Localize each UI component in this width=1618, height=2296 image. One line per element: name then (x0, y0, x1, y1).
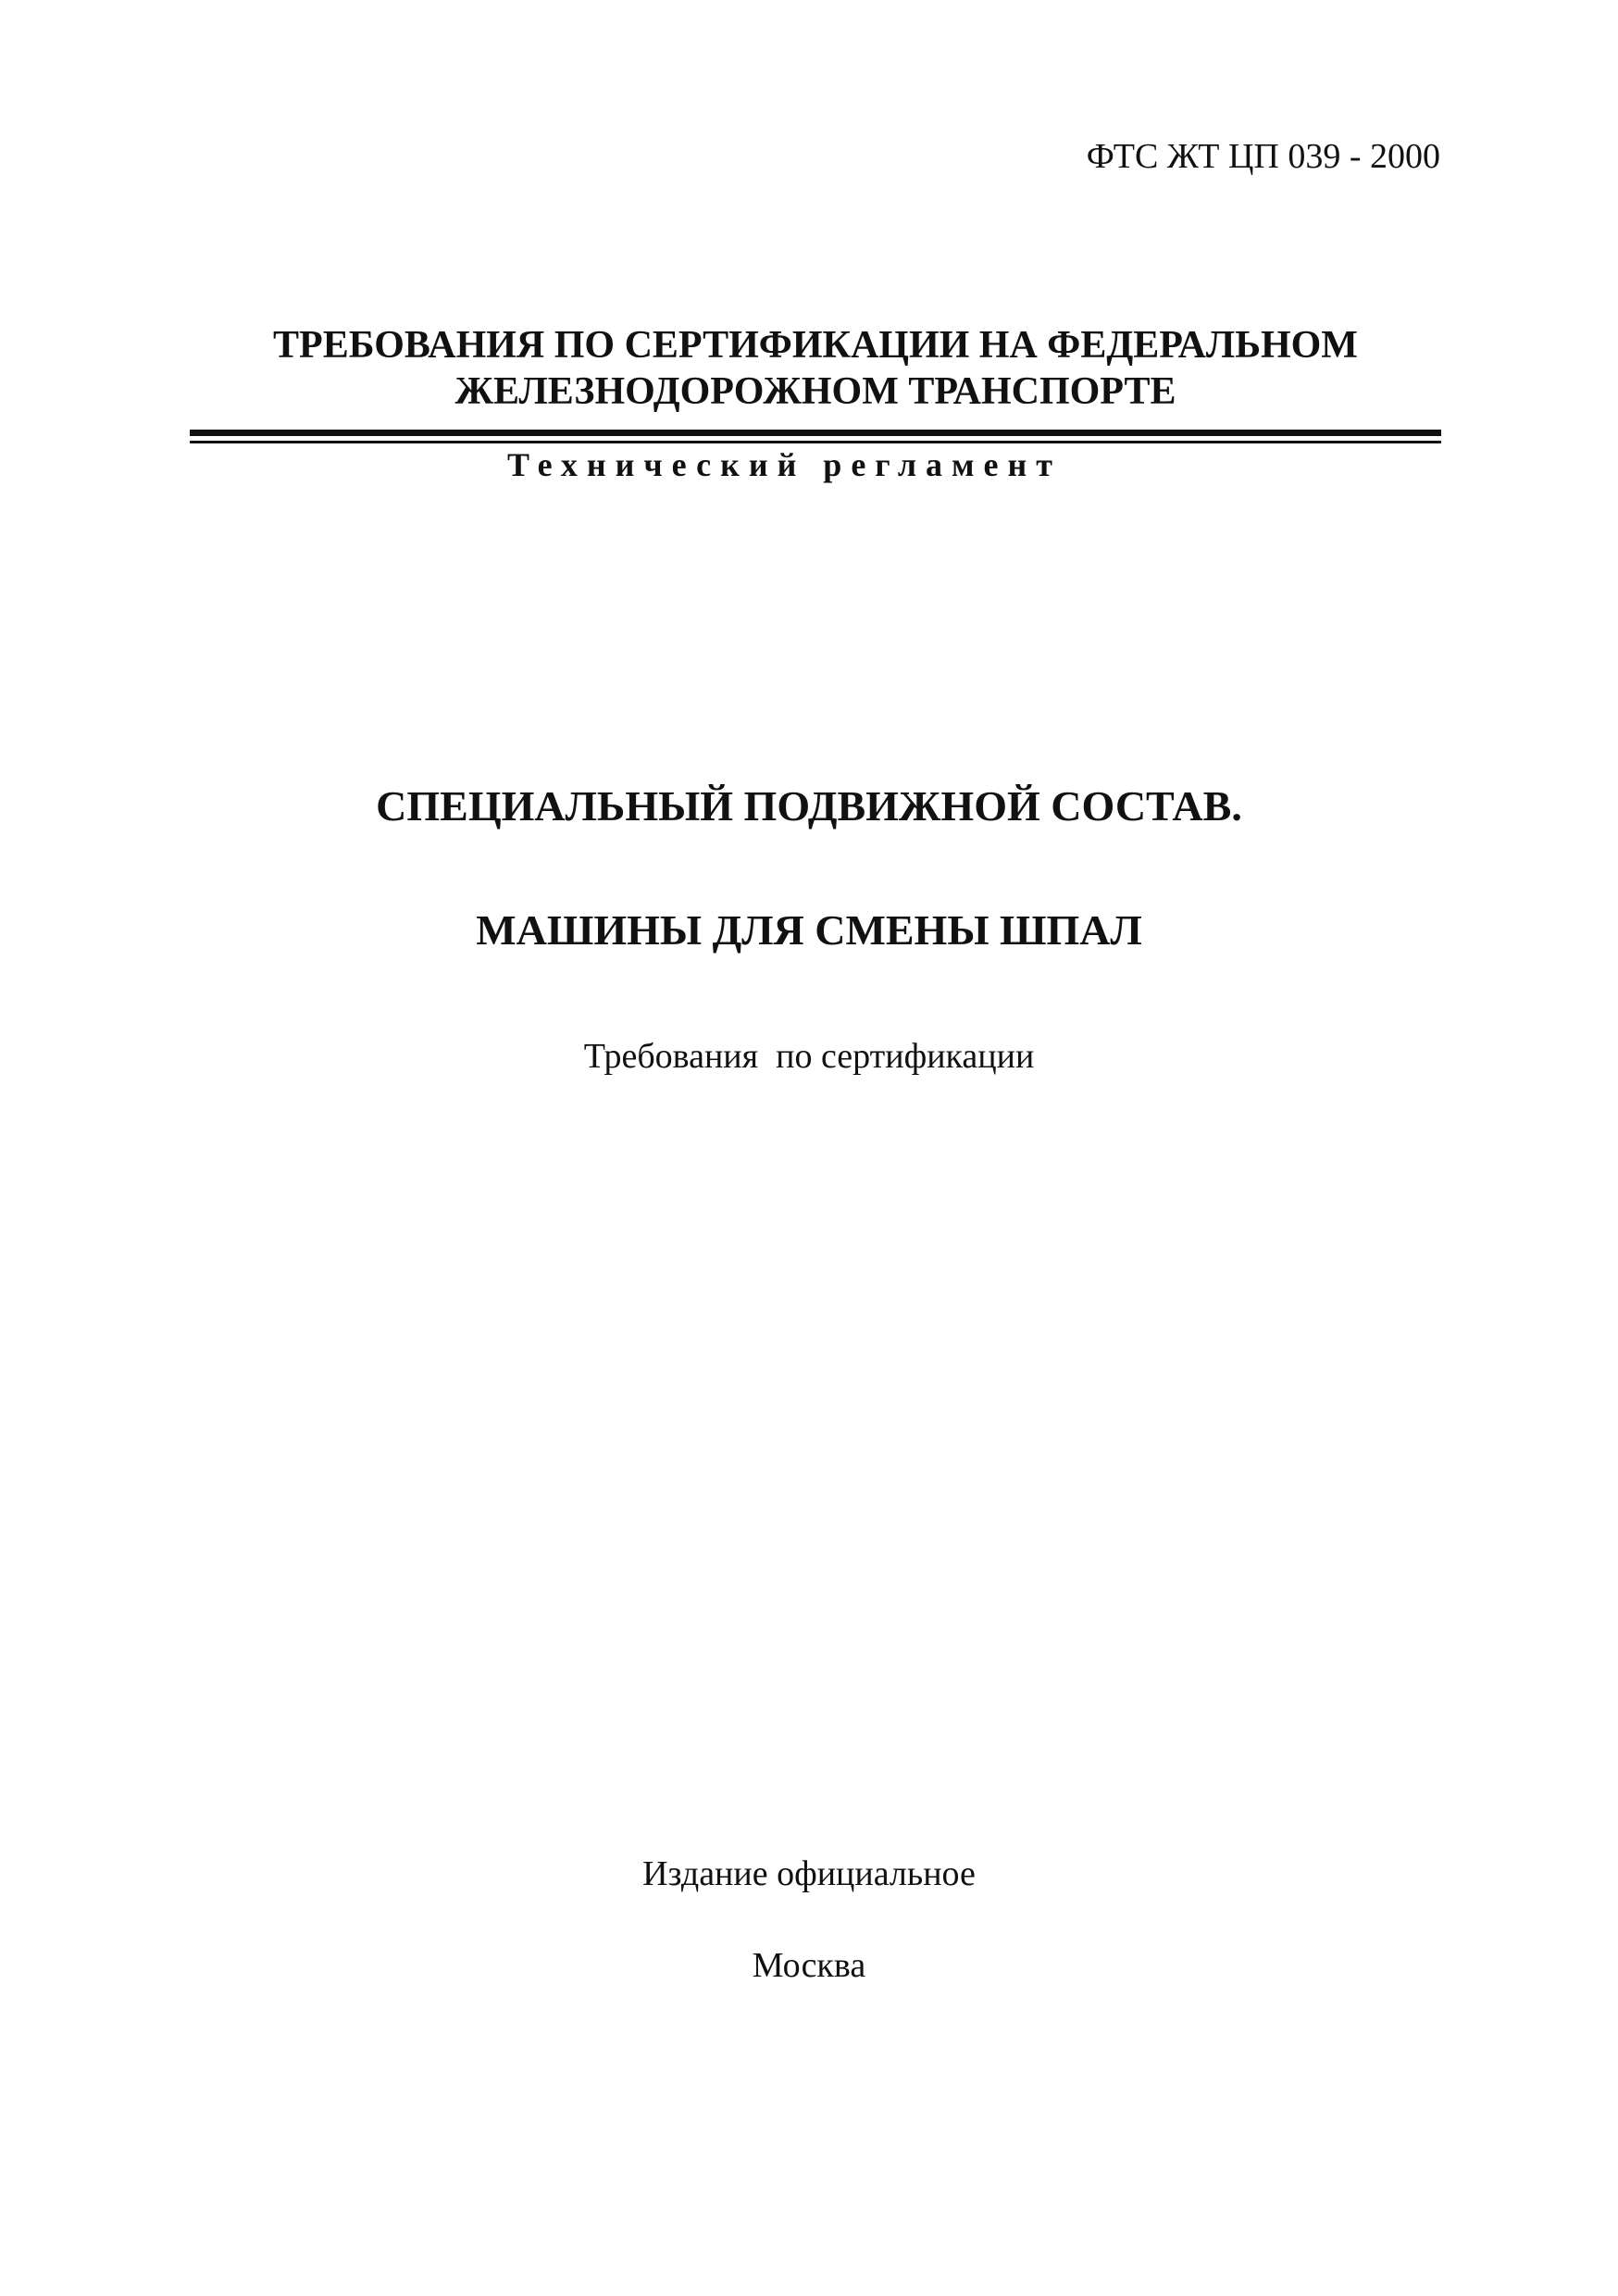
header-divider (190, 430, 1441, 443)
header-title (190, 322, 1441, 415)
divider-thin-line (190, 441, 1441, 443)
header-title-line-2: ЖЕЛЕЗНОДОРОЖНОМ ТРАНСПОРТЕ (454, 370, 1176, 413)
main-title-line-1: СПЕЦИАЛЬНЫЙ ПОДВИЖНОЙ СОСТАВ. (376, 782, 1242, 830)
header-title-line-1: ТРЕБОВАНИЯ ПО СЕРТИФИКАЦИИ НА ФЕДЕРАЛЬНОМ (273, 324, 1358, 367)
divider-thick-line (190, 430, 1441, 436)
document-code: ФТС ЖТ ЦП 039 - 2000 (1086, 137, 1440, 176)
edition-label: Издание официальное (642, 1854, 976, 1893)
document-type: Технический регламент (507, 446, 1062, 483)
header-block (190, 322, 1441, 443)
document-subtitle: Требования по сертификации (583, 1037, 1035, 1076)
main-title-line-2: МАШИНЫ ДЛЯ СМЕНЫ ШПАЛ (476, 906, 1142, 954)
publication-city: Москва (752, 1946, 866, 1985)
